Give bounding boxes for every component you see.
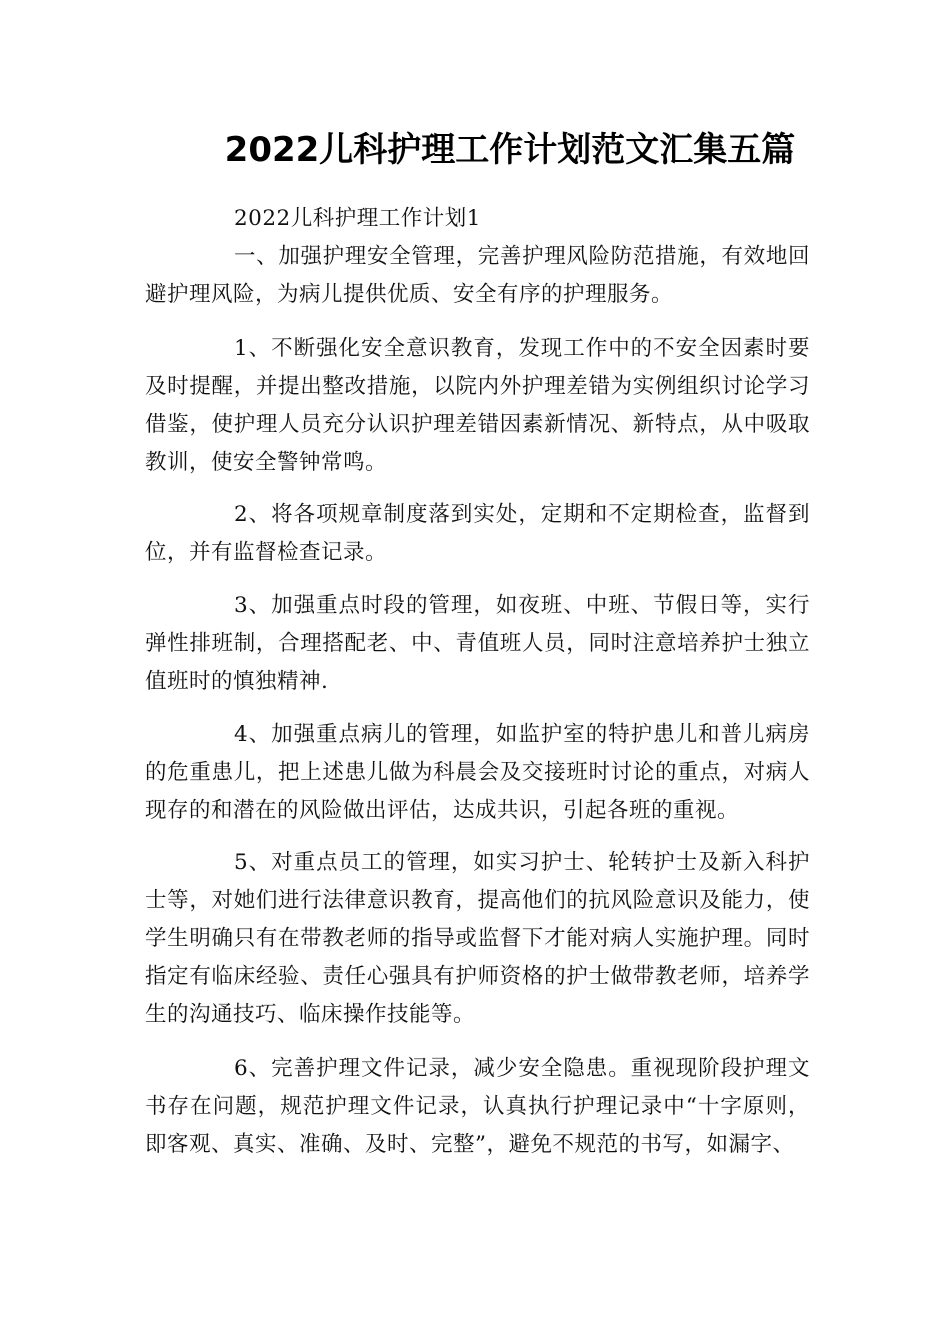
paragraph-intro: 一、加强护理安全管理，完善护理风险防范措施，有效地回避护理风险，为病儿提供优质、安全有序的护理服务。 [145,244,810,307]
paragraph-item-6: 6、完善护理文件记录，减少安全隐患。重视现阶段护理文书存在问题，规范护理文件记录，认真执行护理记录中“十字原则，即客观、真实、准确、及时、完整”，避免不规范的书写，如漏字、 [145,1056,810,1157]
paragraph-item-3: 3、加强重点时段的管理，如夜班、中班、节假日等，实行弹性排班制，合理搭配老、中、青值班人员，同时注意培养护士独立值班时的慎独精神. [145,593,810,694]
section-heading: 2022儿科护理工作计划1 [234,206,481,231]
paragraph-item-5: 5、对重点员工的管理，如实习护士、轮转护士及新入科护士等，对她们进行法律意识教育，提高他们的抗风险意识及能力，使学生明确只有在带教老师的指导或监督下才能对病人实施护理。同时指定有临床经验、责任心强具有护师资格的护士做带教老师，培养学生的沟通技巧、临床操作技能等。 [145,850,810,1027]
paragraph-item-4: 4、加强重点病儿的管理，如监护室的特护患儿和普儿病房的危重患儿，把上述患儿做为科晨会及交接班时讨论的重点，对病人现存的和潜在的风险做出评估，达成共识，引起各班的重视。 [145,722,810,823]
document-title: 2022儿科护理工作计划范文汇集五篇 [224,130,796,170]
paragraph-item-2: 2、将各项规章制度落到实处，定期和不定期检查，监督到位，并有监督检查记录。 [145,502,810,565]
paragraph-item-1: 1、不断强化安全意识教育，发现工作中的不安全因素时要及时提醒，并提出整改措施，以院内外护理差错为实例组织讨论学习借鉴，使护理人员充分认识护理差错因素新情况、新特点，从中吸取教训，使安全警钟常鸣。 [145,336,810,475]
